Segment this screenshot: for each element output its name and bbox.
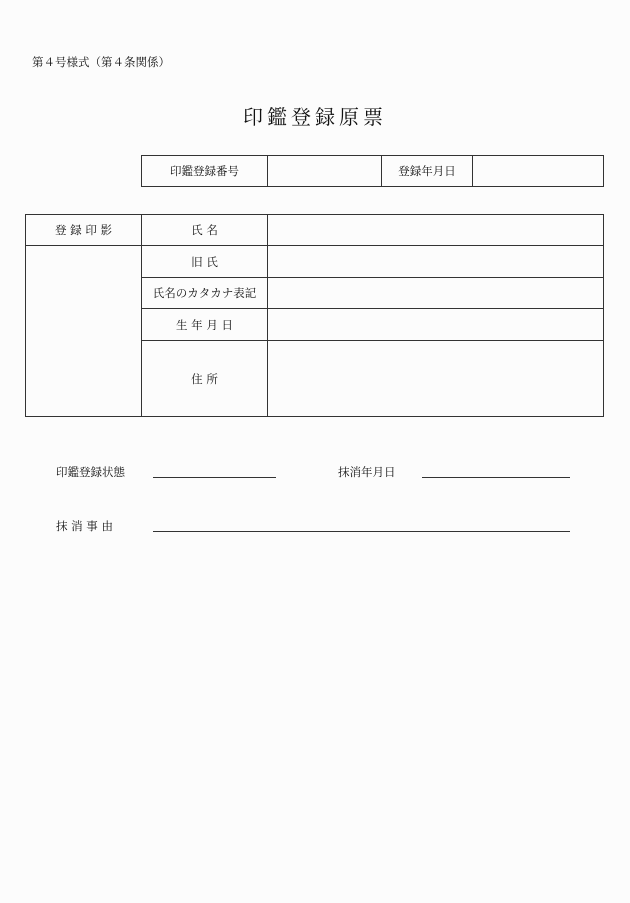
document-title: 印鑑登録原票 [243, 105, 387, 129]
former-name-field[interactable] [268, 246, 604, 278]
birthdate-label: 生 年 月 日 [142, 309, 268, 341]
registration-date-field[interactable] [473, 156, 604, 187]
cancel-date-field[interactable] [422, 464, 570, 478]
birthdate-field[interactable] [268, 309, 604, 341]
personal-info-table [25, 214, 604, 417]
registration-date-label: 登録年月日 [382, 156, 473, 187]
registration-status-label: 印鑑登録状態 [56, 465, 125, 479]
katakana-name-label: 氏名のカタカナ表記 [142, 278, 268, 309]
seal-impression-box[interactable] [26, 246, 142, 417]
address-label: 住 所 [142, 341, 268, 417]
seal-impression-label: 登 録 印 影 [26, 215, 142, 246]
former-name-label: 旧 氏 [142, 246, 268, 278]
cancel-reason-label: 抹 消 事 由 [56, 519, 113, 533]
cancel-reason-field[interactable] [153, 518, 570, 532]
address-field[interactable] [268, 341, 604, 417]
registration-number-field[interactable] [268, 156, 382, 187]
name-label: 氏 名 [142, 215, 268, 246]
registration-table [141, 155, 604, 187]
katakana-name-field[interactable] [268, 278, 604, 309]
registration-number-label: 印鑑登録番号 [142, 156, 268, 187]
cancel-date-label: 抹消年月日 [338, 465, 396, 479]
form-number: 第４号様式（第４条関係） [32, 55, 170, 69]
name-field[interactable] [268, 215, 604, 246]
registration-status-field[interactable] [153, 464, 276, 478]
